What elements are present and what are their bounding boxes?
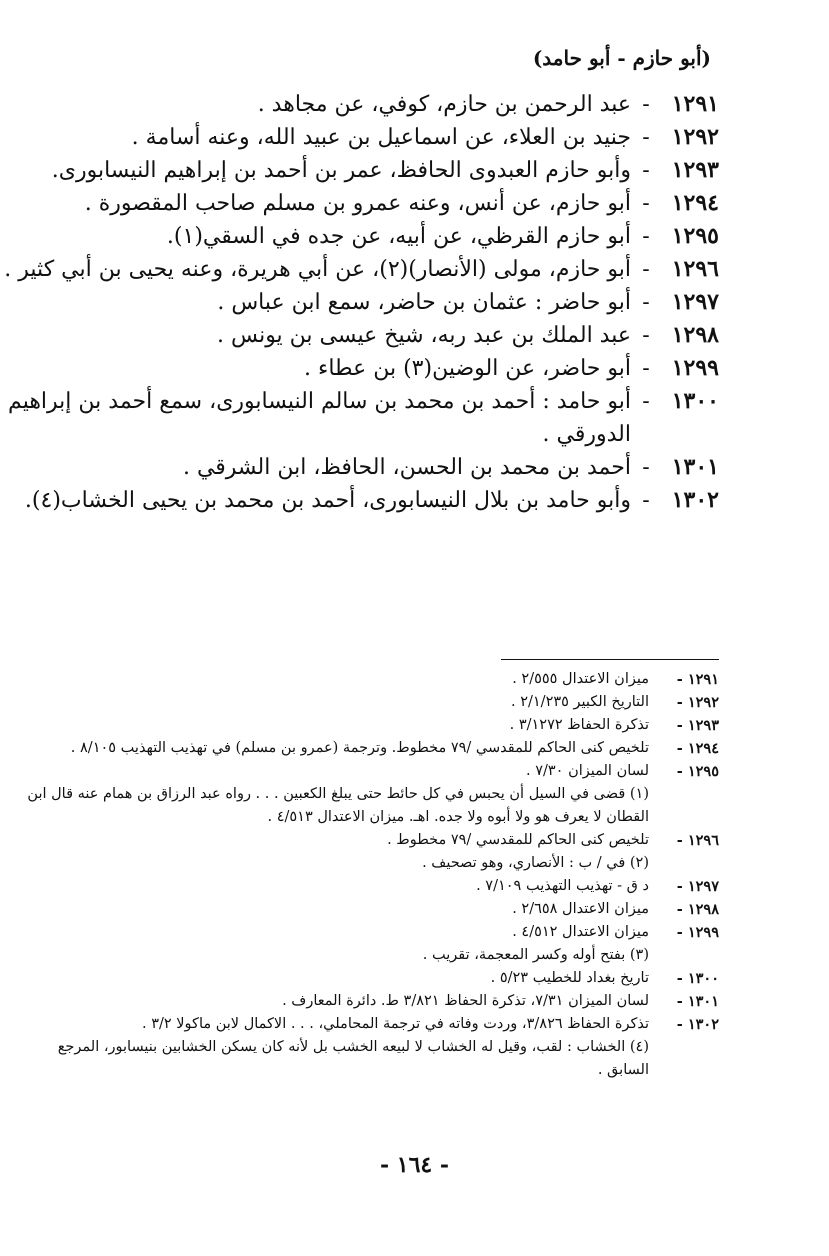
- footnote-text: السابق .: [597, 1062, 649, 1078]
- page-header: (أبو حازم - أبو حامد): [532, 46, 711, 70]
- footnote-row: [0, 806, 719, 829]
- entry-dash: -: [642, 356, 650, 381]
- footnote-text: (٤) الخشاب : لقب، وقيل له الخشاب لا لبيعه الخشب بل لأنه كان يسكن الخشابين بنيسابور، المرجع: [57, 1039, 649, 1055]
- entry-row: [29, 88, 719, 121]
- entry-row: [4, 253, 719, 286]
- footnote-text: تلخيص كنى الحاكم للمقدسي /٧٩ مخطوط. وترجمة (عمرو بن مسلم) في تهذيب التهذيب ٨/١٠٥ .: [70, 740, 649, 756]
- entry-number: ١٢٩٦: [671, 256, 719, 282]
- entry-number: ١٢٩٣: [671, 157, 719, 183]
- entry-number: ١٢٩٤: [671, 190, 719, 216]
- entry-dash: -: [642, 290, 650, 315]
- entry-dash: -: [642, 323, 650, 348]
- entry-number: ١٢٩٢: [671, 124, 719, 150]
- footnote-row: [0, 1013, 719, 1036]
- footnote-number: ١٢٩٢ -: [676, 694, 719, 711]
- footnotes-list: [0, 668, 719, 1082]
- footnote-number: ١٢٩٧ -: [676, 878, 719, 895]
- footnote-row: [0, 760, 719, 783]
- footnote-number: ١٢٩٩ -: [676, 924, 719, 941]
- entry-row: [29, 187, 719, 220]
- footnote-number: ١٣٠١ -: [676, 993, 719, 1010]
- footnote-text: تذكرة الحفاظ ٣/١٢٧٢ .: [509, 717, 649, 733]
- footnote-number: ١٢٩٨ -: [676, 901, 719, 918]
- footnote-row: [0, 829, 719, 852]
- footnote-row: [0, 783, 719, 806]
- footnote-text: (١) قضى في السيل أن يحبس في كل حائط حتى يبلغ الكعبين . . . رواه عبد الرزاق بن همام عنه قال ابن: [27, 786, 649, 802]
- footnote-text: لسان الميزان ٧/٣٠ .: [526, 763, 649, 779]
- entry-dash: -: [642, 158, 650, 183]
- entry-row: [29, 352, 719, 385]
- footnote-row: [0, 967, 719, 990]
- entry-number: ١٢٩٩: [671, 355, 719, 381]
- entry-row: [29, 154, 719, 187]
- entry-row: [29, 121, 719, 154]
- entry-text: أبو حاضر : عثمان بن حاضر، سمع ابن عباس .: [217, 290, 631, 315]
- footnote-row: [0, 944, 719, 967]
- entry-number: ١٣٠١: [671, 454, 719, 480]
- entry-text: أحمد بن محمد بن الحسن، الحافظ، ابن الشرقي .: [182, 455, 631, 480]
- footnote-text: تلخيص كنى الحاكم للمقدسي /٧٩ مخطوط .: [387, 832, 649, 848]
- footnote-row: [0, 668, 719, 691]
- footnote-row: [0, 852, 719, 875]
- entry-number: ١٣٠٢: [671, 487, 719, 513]
- footnote-row: [0, 691, 719, 714]
- entry-number: ١٢٩٨: [671, 322, 719, 348]
- footnote-number: ١٢٩٣ -: [676, 717, 719, 734]
- entry-text: وأبو حامد بن بلال النيسابورى، أحمد بن محمد بن يحيى الخشاب(٤).: [24, 488, 631, 513]
- entry-row: [29, 286, 719, 319]
- entry-row: [29, 220, 719, 253]
- entry-row: [24, 484, 719, 517]
- entry-row: [29, 451, 719, 484]
- footnote-row: [0, 898, 719, 921]
- footnote-text: (٢) في / ب : الأنصاري، وهو تصحيف .: [422, 855, 649, 871]
- footnote-text: لسان الميزان ٧/٣١، تذكرة الحفاظ ٣/٨٢١ ط. دائرة المعارف .: [282, 993, 649, 1009]
- footnote-row: [0, 990, 719, 1013]
- entry-dash: -: [642, 389, 650, 414]
- entry-dash: -: [642, 257, 650, 282]
- entry-text: الدورقي .: [542, 422, 631, 447]
- entry-text: عبد الرحمن بن حازم، كوفي، عن مجاهد .: [257, 92, 631, 117]
- footnote-text: (٣) بفتح أوله وكسر المعجمة، تقريب .: [422, 947, 649, 963]
- footnote-number: ١٣٠٢ -: [676, 1016, 719, 1033]
- entry-dash: -: [642, 191, 650, 216]
- footnote-text: التاريخ الكبير ٢/١/٢٣٥ .: [511, 694, 649, 710]
- entry-text: أبو حامد : أحمد بن محمد بن سالم النيسابورى، سمع أحمد بن إبراهيم: [8, 389, 631, 414]
- entry-text: أبو حازم، عن أنس، وعنه عمرو بن مسلم صاحب المقصورة .: [84, 191, 631, 216]
- footnote-number: ١٢٩٥ -: [676, 763, 719, 780]
- footnote-text: ميزان الاعتدال ٢/٦٥٨ .: [512, 901, 649, 917]
- footnote-text: ميزان الاعتدال ٢/٥٥٥ .: [512, 671, 649, 687]
- page-number: - ١٦٤ -: [379, 1152, 450, 1178]
- entry-row: [8, 385, 719, 418]
- entry-text: عبد الملك بن عبد ربه، شيخ عيسى بن يونس .: [217, 323, 631, 348]
- entry-number: ١٢٩١: [671, 91, 719, 117]
- entry-text: أبو حازم، مولى (الأنصار)(٢)، عن أبي هريرة، وعنه يحيى بن أبي كثير .: [4, 257, 631, 282]
- footnote-row: [0, 1059, 719, 1082]
- entry-text: أبو حازم القرظي، عن أبيه، عن جده في السقي(١).: [166, 224, 631, 249]
- footnote-separator: [501, 659, 719, 660]
- entry-text: جنيد بن العلاء، عن اسماعيل بن عبيد الله، وعنه أسامة .: [131, 125, 631, 150]
- entry-number: ١٢٩٥: [671, 223, 719, 249]
- footnote-row: [0, 875, 719, 898]
- entry-dash: -: [642, 488, 650, 513]
- footnote-text: القطان لا يعرف هو ولا أبوه ولا جده. اهـ. ميزان الاعتدال ٤/٥١٣ .: [267, 809, 649, 825]
- entry-number: ١٣٠٠: [671, 388, 719, 414]
- footnote-text: د ق - تهذيب التهذيب ٧/١٠٩ .: [476, 878, 649, 894]
- footnote-row: [0, 714, 719, 737]
- footnote-number: ١٢٩٤ -: [676, 740, 719, 757]
- footnote-text: تذكرة الحفاظ ٣/٨٢٦، وردت وفاته في ترجمة المحاملي، . . . الاكمال لابن ماكولا ٣/٢ .: [141, 1016, 649, 1032]
- entry-row: [29, 319, 719, 352]
- footnote-text: تاريخ بغداد للخطيب ٥/٢٣ .: [490, 970, 649, 986]
- entry-number: ١٢٩٧: [671, 289, 719, 315]
- footnote-row: [0, 1036, 719, 1059]
- entry-dash: -: [642, 92, 650, 117]
- entry-text: وأبو حازم العبدوى الحافظ، عمر بن أحمد بن إبراهيم النيسابورى.: [51, 158, 631, 183]
- entry-text: أبو حاضر، عن الوضين(٣) بن عطاء .: [304, 356, 631, 381]
- entry-row: [29, 418, 719, 451]
- entry-dash: -: [642, 125, 650, 150]
- footnote-row: [0, 921, 719, 944]
- footnote-number: ١٢٩١ -: [676, 671, 719, 688]
- entry-dash: -: [642, 224, 650, 249]
- footnote-row: [0, 737, 719, 760]
- entry-dash: -: [642, 455, 650, 480]
- footnote-text: ميزان الاعتدال ٤/٥١٢ .: [512, 924, 649, 940]
- footnote-number: ١٢٩٦ -: [676, 832, 719, 849]
- entries-list: [4, 88, 719, 517]
- footnote-number: ١٣٠٠ -: [676, 970, 719, 987]
